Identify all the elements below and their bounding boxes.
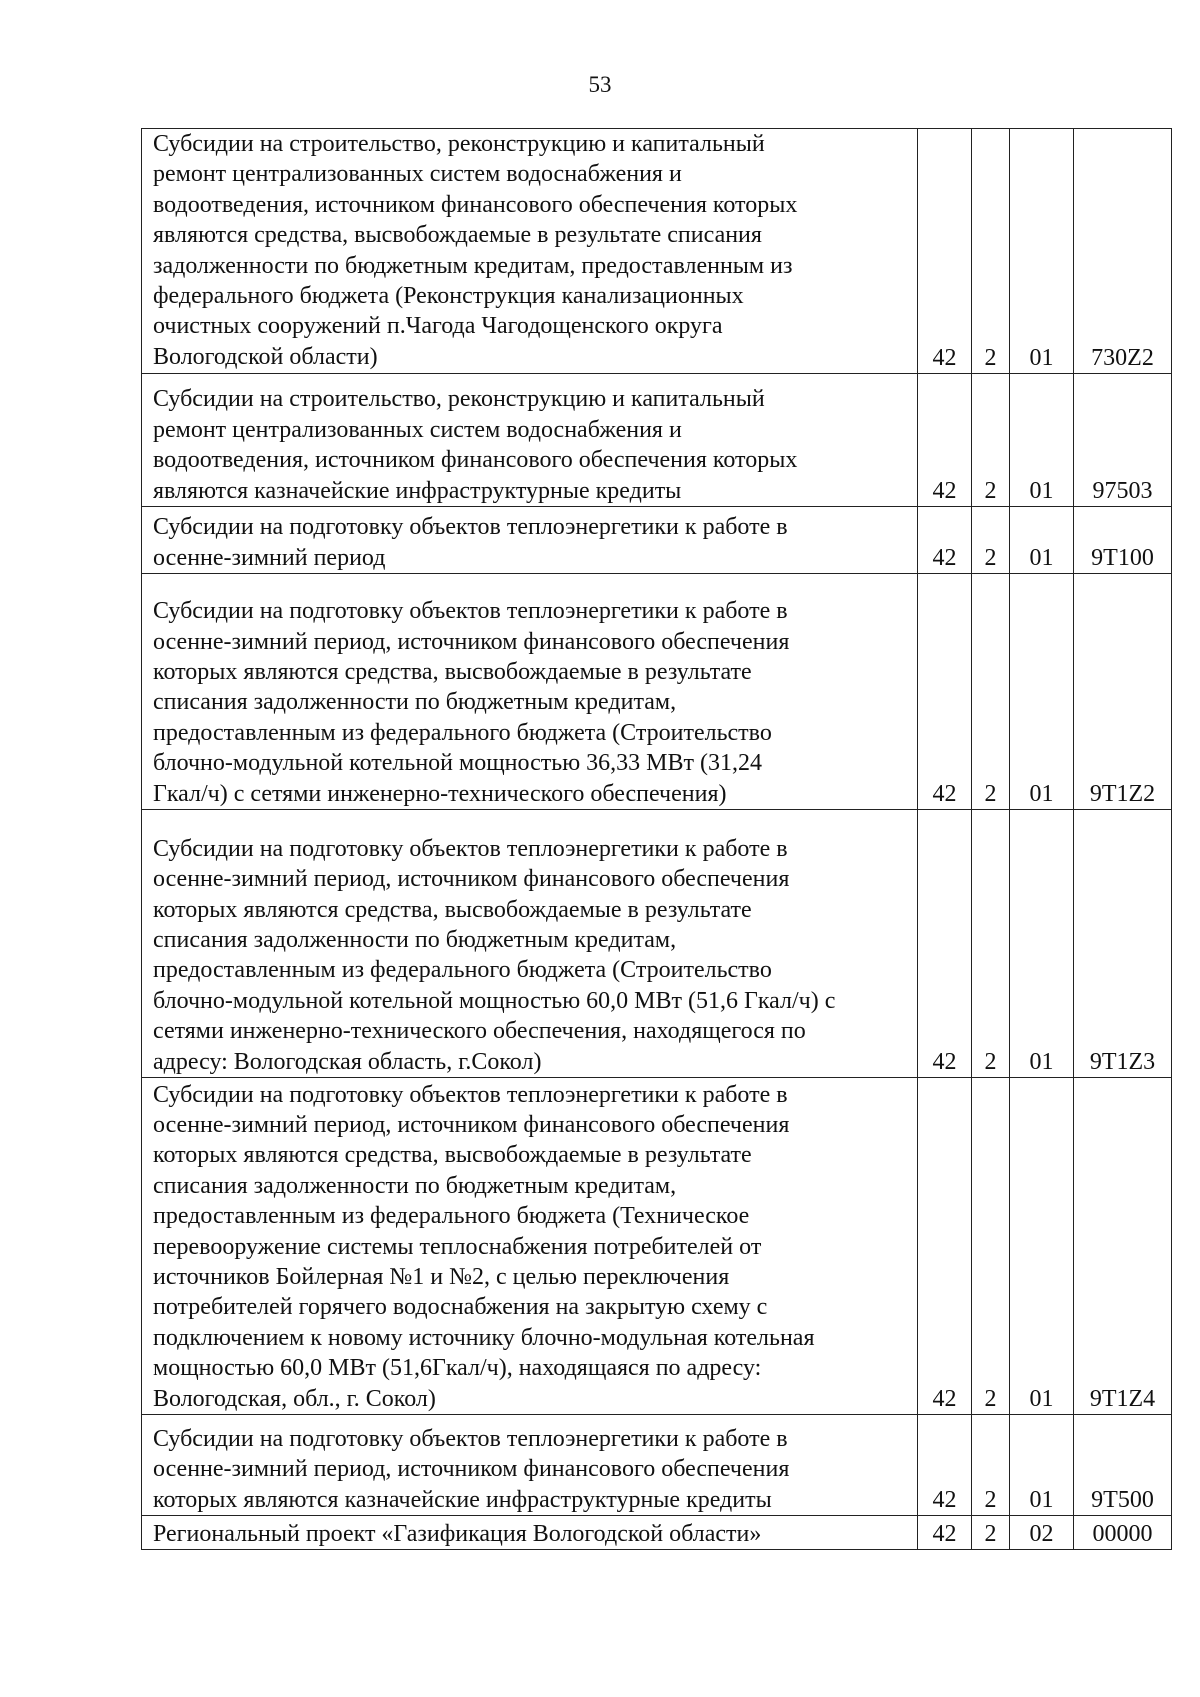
subprogram-code: 2 bbox=[972, 810, 1010, 1078]
row-description: Субсидии на подготовку объектов теплоэнергетики к работе в осенне-зимний период, источником финансового обеспечения которых являются средства, высвобождаемые в результате списания задолженности по бюджетным кредитам, предоставленным из федерального бюджета (Техническое перевооружение системы теплоснабжения потребителей от источников Бойлерная №1 и №2, с целью переключения потребителей горячего водоснабжения на закрытую схему с подключением к новому источнику блочно-модульная котельная мощностью 60,0 МВт (51,6Гкал/ч), находящаяся по адресу: Вологодская, обл., г. Сокол) bbox=[142, 1078, 918, 1415]
subprogram-code: 2 bbox=[972, 1516, 1010, 1550]
project-code: 02 bbox=[1010, 1516, 1074, 1550]
program-code: 42 bbox=[918, 810, 972, 1078]
program-code: 42 bbox=[918, 129, 972, 374]
direction-code: 9Т500 bbox=[1074, 1415, 1172, 1516]
program-code: 42 bbox=[918, 574, 972, 810]
project-code: 01 bbox=[1010, 1415, 1074, 1516]
project-code: 01 bbox=[1010, 574, 1074, 810]
project-code: 01 bbox=[1010, 1078, 1074, 1415]
program-code: 42 bbox=[918, 1516, 972, 1550]
subprogram-code: 2 bbox=[972, 574, 1010, 810]
direction-code: 9Т1Z3 bbox=[1074, 810, 1172, 1078]
table-row bbox=[142, 574, 1172, 810]
project-code: 01 bbox=[1010, 374, 1074, 507]
project-code: 01 bbox=[1010, 507, 1074, 574]
subprogram-code: 2 bbox=[972, 1415, 1010, 1516]
row-description: Региональный проект «Газификация Вологодской области» bbox=[142, 1516, 918, 1550]
row-description: Субсидии на подготовку объектов теплоэнергетики к работе в осенне-зимний период bbox=[142, 507, 918, 574]
program-code: 42 bbox=[918, 374, 972, 507]
table-row bbox=[142, 374, 1172, 507]
program-code: 42 bbox=[918, 507, 972, 574]
subprogram-code: 2 bbox=[972, 507, 1010, 574]
project-code: 01 bbox=[1010, 810, 1074, 1078]
row-description: Субсидии на подготовку объектов теплоэнергетики к работе в осенне-зимний период, источником финансового обеспечения которых являются средства, высвобождаемые в результате списания задолженности по бюджетным кредитам, предоставленным из федерального бюджета (Строительство блочно-модульной котельной мощностью 36,33 МВт (31,24 Гкал/ч) с сетями инженерно-технического обеспечения) bbox=[142, 574, 918, 810]
subprogram-code: 2 bbox=[972, 1078, 1010, 1415]
direction-code: 9Т1Z2 bbox=[1074, 574, 1172, 810]
table-row bbox=[142, 1078, 1172, 1415]
table-row bbox=[142, 507, 1172, 574]
direction-code: 00000 bbox=[1074, 1516, 1172, 1550]
direction-code: 9Т1Z4 bbox=[1074, 1078, 1172, 1415]
subprogram-code: 2 bbox=[972, 129, 1010, 374]
direction-code: 730Z2 bbox=[1074, 129, 1172, 374]
project-code: 01 bbox=[1010, 129, 1074, 374]
direction-code: 9Т100 bbox=[1074, 507, 1172, 574]
row-description: Субсидии на строительство, реконструкцию и капитальный ремонт централизованных систем водоснабжения и водоотведения, источником финансового обеспечения которых являются средства, высвобождаемые в результате списания задолженности по бюджетным кредитам, предоставленным из федерального бюджета (Реконструкция канализационных очистных сооружений п.Чагода Чагодощенского округа Вологодской области) bbox=[142, 129, 918, 374]
table-row bbox=[142, 129, 1172, 374]
direction-code: 97503 bbox=[1074, 374, 1172, 507]
row-description: Субсидии на строительство, реконструкцию и капитальный ремонт централизованных систем водоснабжения и водоотведения, источником финансового обеспечения которых являются казначейские инфраструктурные кредиты bbox=[142, 374, 918, 507]
program-code: 42 bbox=[918, 1415, 972, 1516]
program-code: 42 bbox=[918, 1078, 972, 1415]
subprogram-code: 2 bbox=[972, 374, 1010, 507]
table-row bbox=[142, 1516, 1172, 1550]
row-description: Субсидии на подготовку объектов теплоэнергетики к работе в осенне-зимний период, источником финансового обеспечения которых являются казначейские инфраструктурные кредиты bbox=[142, 1415, 918, 1516]
table-row bbox=[142, 810, 1172, 1078]
page-number: 53 bbox=[588, 72, 612, 97]
budget-classification-table bbox=[141, 128, 1172, 1550]
row-description: Субсидии на подготовку объектов теплоэнергетики к работе в осенне-зимний период, источником финансового обеспечения которых являются средства, высвобождаемые в результате списания задолженности по бюджетным кредитам, предоставленным из федерального бюджета (Строительство блочно-модульной котельной мощностью 60,0 МВт (51,6 Гкал/ч) с сетями инженерно-технического обеспечения, находящегося по адресу: Вологодская область, г.Сокол) bbox=[142, 810, 918, 1078]
table-row bbox=[142, 1415, 1172, 1516]
